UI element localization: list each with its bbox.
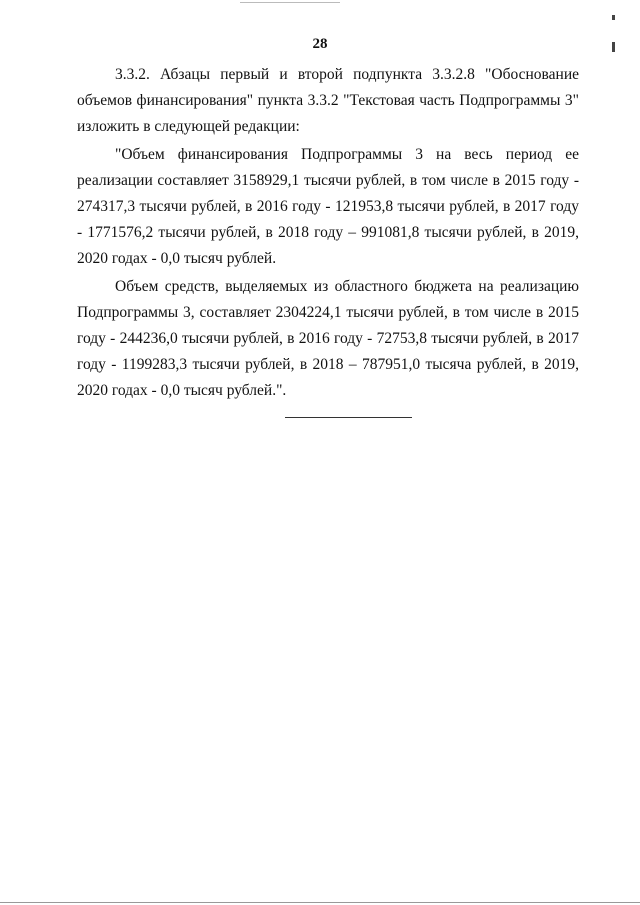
closing-rule	[285, 417, 412, 418]
scan-bottom-edge-line	[0, 902, 640, 903]
paragraph-total-financing: "Объем финансирования Подпрограммы 3 на весь период ее реализации составляет 3158929,1 тысячи рублей, в том числе в 2015 году - 274317,3 тысячи рублей, в 2016 году - 121953,8 тысячи рублей, в 2017 году - 1771576,2 тысячи рублей, в 2018 году – 991081,8 тысячи рублей, в 2019, 2020 годах - 0,0 тысяч рублей.	[77, 146, 579, 267]
page-number: 28	[312, 36, 328, 52]
paragraph-amendment-intro: 3.3.2. Абзацы первый и второй подпункта 3.3.2.8 "Обоснование объемов финансирования" пункта 3.3.2 "Текстовая часть Подпрограммы 3" изложить в следующей редакции:	[77, 66, 579, 135]
scan-mark	[612, 15, 615, 20]
document-body	[77, 62, 579, 404]
paragraph-regional-budget: Объем средств, выделяемых из областного бюджета на реализацию Подпрограммы 3, составляет 2304224,1 тысячи рублей, в том числе в 2015 году - 244236,0 тысячи рублей, в 2016 году - 72753,8 тысячи рублей, в 2017 году - 1199283,3 тысячи рублей, в 2018 – 787951,0 тысяча рублей, в 2019, 2020 годах - 0,0 тысяч рублей.".	[77, 278, 579, 399]
scan-top-edge-line	[240, 2, 340, 3]
